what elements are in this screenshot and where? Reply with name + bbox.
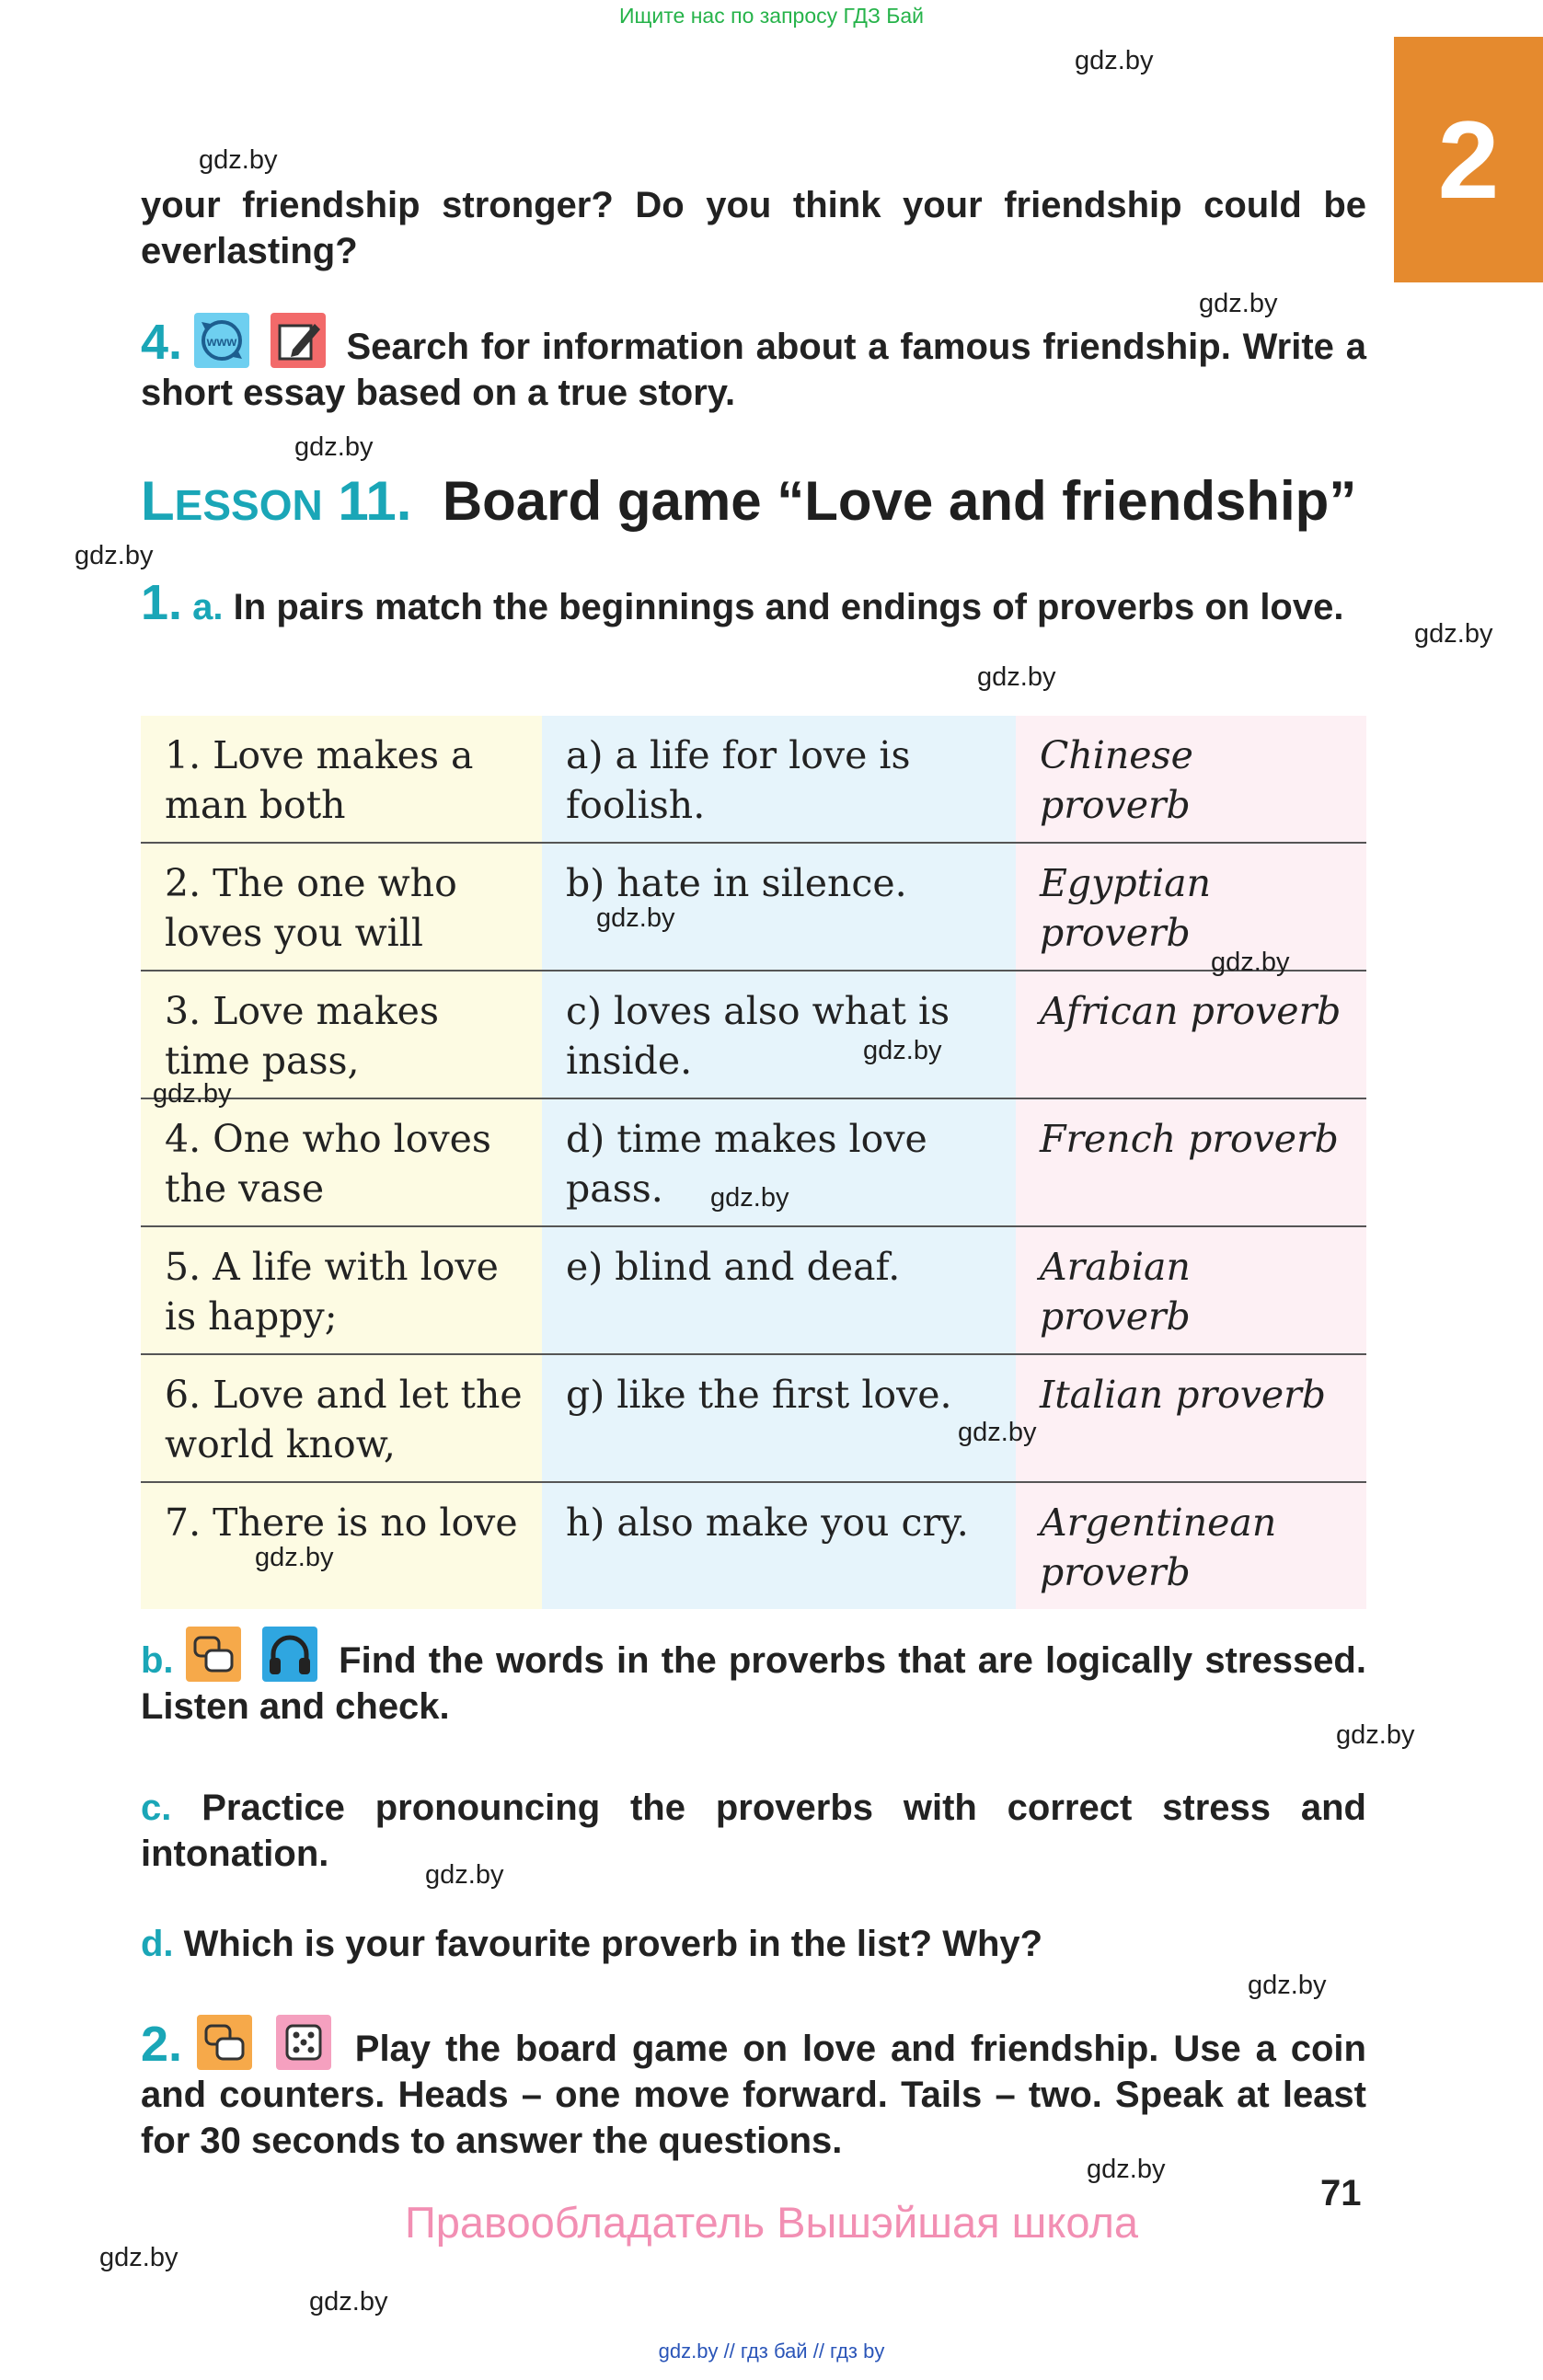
task-1d	[141, 1921, 1366, 1967]
proverb-origin: Argentinean proverb	[1016, 1482, 1366, 1609]
task-4	[141, 313, 1366, 416]
proverb-end: e) blind and deaf.	[542, 1226, 1016, 1354]
proverb-start: 7. There is no love	[141, 1482, 542, 1609]
proverb-start: 5. A life with love is happy;	[141, 1226, 542, 1354]
table-row	[141, 1226, 1366, 1354]
page-number: 71	[1320, 2173, 1362, 2213]
task-text: Play the board game on love and friendship. Use a coin and counters. Heads – one move forward. Tails – two. Speak at least for 30 seconds to answer the questions.	[141, 2029, 1366, 2161]
proverb-origin: Italian proverb	[1016, 1354, 1366, 1482]
watermark: gdz.by	[255, 1543, 334, 1572]
proverb-start: 3. Love makes time pass,	[141, 971, 542, 1098]
watermark: gdz.by	[294, 432, 374, 462]
watermark: gdz.by	[863, 1036, 942, 1065]
pair-work-icon	[197, 2015, 252, 2070]
proverb-origin: French proverb	[1016, 1098, 1366, 1226]
proverb-origin: Arabian proverb	[1016, 1226, 1366, 1354]
proverbs-table	[141, 716, 1366, 1609]
proverb-start: 6. Love and let the world know,	[141, 1354, 542, 1482]
dice-icon	[276, 2015, 331, 2070]
proverb-end: d) time makes love pass.	[542, 1098, 1016, 1226]
task-text: In pairs match the beginnings and endings of proverbs on love.	[233, 587, 1344, 627]
internet-search-icon	[194, 313, 249, 368]
lesson-heading	[141, 469, 1356, 533]
subtask-letter: d.	[141, 1924, 174, 1964]
table-row	[141, 843, 1366, 971]
proverb-start: 1. Love makes a man both	[141, 716, 542, 843]
watermark: gdz.by	[199, 145, 278, 175]
task-number: 1.	[141, 575, 183, 630]
chapter-tab: 2	[1394, 37, 1543, 282]
table-row	[141, 716, 1366, 843]
task-1b	[141, 1627, 1366, 1730]
task-1c	[141, 1785, 1366, 1877]
svg-text:www: www	[206, 334, 237, 349]
task-number: 2.	[141, 2017, 183, 2072]
bottom-links[interactable]: gdz.by // гдз бай // гдз by	[658, 2340, 885, 2363]
watermark: gdz.by	[710, 1183, 789, 1213]
proverb-end: c) loves also what is inside.	[542, 971, 1016, 1098]
proverb-end: g) like the first love.	[542, 1354, 1016, 1482]
proverb-origin: African proverb	[1016, 971, 1366, 1098]
intro-text: your friendship stronger? Do you think your friendship could be everlasting?	[141, 185, 1366, 271]
proverb-end: a) a life for love is foolish.	[542, 716, 1016, 843]
headphones-icon	[262, 1627, 317, 1682]
watermark: gdz.by	[958, 1418, 1037, 1447]
task-1a	[141, 575, 1366, 630]
write-icon	[271, 313, 326, 368]
watermark: gdz.by	[75, 541, 154, 570]
lesson-title: Board game “Love and friendship”	[442, 470, 1357, 532]
watermark: gdz.by	[1199, 289, 1278, 318]
watermark: gdz.by	[977, 662, 1056, 692]
proverb-origin: Chinese proverb	[1016, 716, 1366, 843]
table-row	[141, 1354, 1366, 1482]
watermark: gdz.by	[153, 1079, 232, 1109]
watermark: gdz.by	[1211, 948, 1290, 977]
subtask-letter: a.	[192, 587, 224, 627]
task-text: Which is your favourite proverb in the list? Why?	[183, 1924, 1043, 1964]
watermark: gdz.by	[1248, 1971, 1327, 2000]
subtask-letter: b.	[141, 1640, 174, 1681]
lesson-label: LESSON 11.	[141, 470, 412, 532]
task-text: Search for information about a famous friendship. Write a short essay based on a true story.	[141, 327, 1366, 413]
copyright-footer: Правообладатель Вышэйшая школа	[404, 2198, 1139, 2247]
pair-work-icon	[186, 1627, 241, 1682]
subtask-letter: c.	[141, 1788, 172, 1828]
task-text: Practice pronouncing the proverbs with correct stress and intonation.	[141, 1788, 1366, 1874]
top-search-note: Ищите нас по запросу ГДЗ Бай	[618, 4, 925, 28]
task-2	[141, 2015, 1366, 2164]
watermark: gdz.by	[1414, 619, 1493, 649]
watermark: gdz.by	[309, 2287, 388, 2317]
proverb-end: b) hate in silence.	[542, 843, 1016, 971]
watermark: gdz.by	[425, 1860, 504, 1890]
table-row	[141, 971, 1366, 1098]
proverb-end: h) also make you cry.	[542, 1482, 1016, 1609]
proverb-start: 4. One who loves the vase	[141, 1098, 542, 1226]
watermark: gdz.by	[99, 2243, 178, 2272]
watermark: gdz.by	[1075, 46, 1154, 75]
task-number: 4.	[141, 315, 183, 370]
watermark: gdz.by	[1336, 1720, 1415, 1750]
task-text: Find the words in the proverbs that are logically stressed. Listen and check.	[141, 1640, 1366, 1727]
watermark: gdz.by	[1087, 2155, 1166, 2184]
watermark: gdz.by	[596, 903, 675, 933]
proverb-origin: Egyptian proverb	[1016, 843, 1366, 971]
proverb-start: 2. The one who loves you will	[141, 843, 542, 971]
